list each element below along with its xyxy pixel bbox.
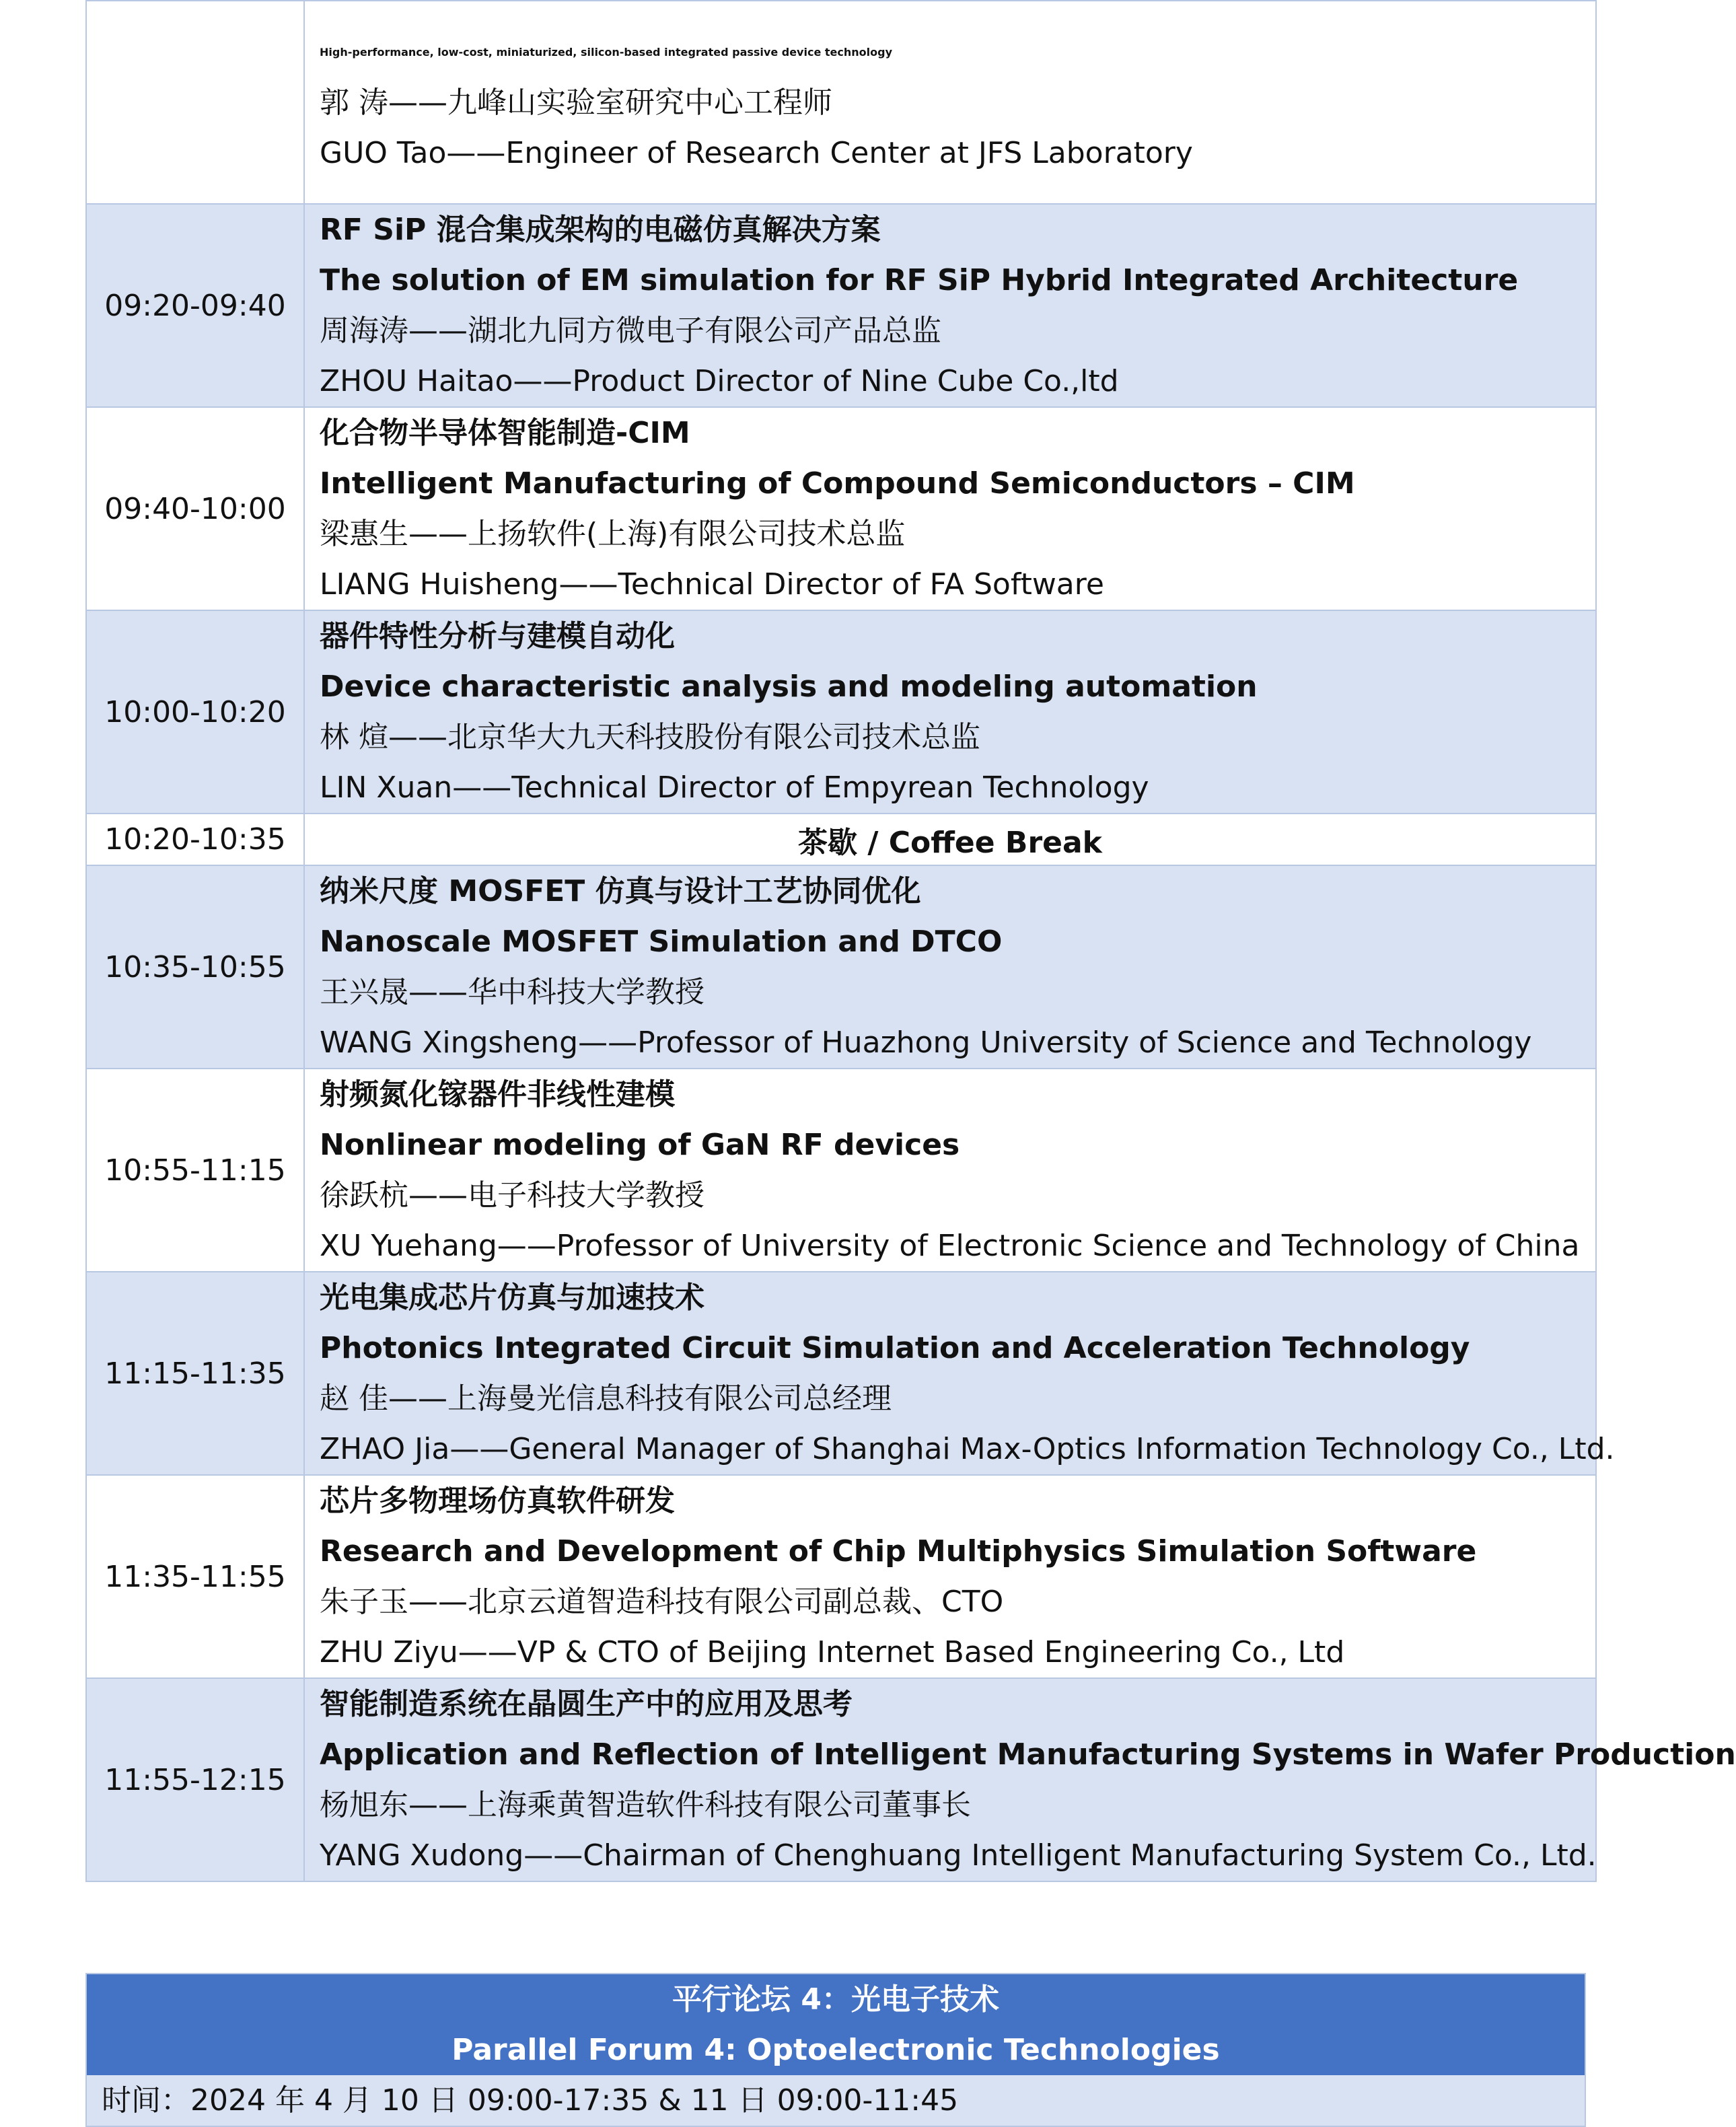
- session-time: 11:55-12:15: [86, 1678, 304, 1881]
- session-title-cn: 器件特性分析与建模自动化: [320, 619, 675, 653]
- session-time: 10:55-11:15: [86, 1069, 304, 1272]
- session-time: 11:15-11:35: [86, 1272, 304, 1475]
- speaker-cn: 朱子玉——北京云道智造科技有限公司副总裁、CTO: [320, 1585, 1004, 1619]
- table-row: [86, 1678, 1596, 1881]
- forum-title-en: Parallel Forum 4: Optoelectronic Technologies: [451, 2033, 1220, 2067]
- session-time: 11:35-11:55: [86, 1475, 304, 1678]
- forum-time: 时间：2024 年 4 月 10 日 09:00-17:35 & 11 日 09:00-11:45: [87, 2075, 1585, 2126]
- session-title-cn: 纳米尺度 MOSFET 仿真与设计工艺协同优化: [320, 874, 921, 908]
- session-time: 09:20-09:40: [86, 204, 304, 407]
- session-content: [304, 1, 1596, 204]
- table-row: [86, 204, 1596, 407]
- session-time: [86, 1, 304, 204]
- session-title-en: High-performance, low-cost, miniaturized, silicon-based integrated passive device technology: [320, 45, 892, 59]
- speaker-en: LIN Xuan——Technical Director of Empyrean Technology: [320, 770, 1149, 805]
- forum-title-block: [87, 1974, 1585, 2075]
- break-time: 10:20-10:35: [86, 814, 304, 865]
- table-row: [86, 1475, 1596, 1678]
- speaker-en: YANG Xudong——Chairman of Chenghuang Intelligent Manufacturing System Co., Ltd.: [320, 1838, 1597, 1873]
- speaker-en: GUO Tao——Engineer of Research Center at JFS Laboratory: [320, 135, 1193, 170]
- speaker-en: LIANG Huisheng——Technical Director of FA Software: [320, 567, 1104, 602]
- session-title-en: Application and Reflection of Intelligent Manufacturing Systems in Wafer Production: [320, 1737, 1736, 1772]
- speaker-en: ZHU Ziyu——VP & CTO of Beijing Internet Based Engineering Co., Ltd: [320, 1635, 1345, 1669]
- session-content: [304, 407, 1596, 610]
- table-row: [86, 407, 1596, 610]
- session-time: 10:35-10:55: [86, 865, 304, 1069]
- table-row: [86, 610, 1596, 814]
- session-content: [304, 204, 1596, 407]
- session-content: [304, 865, 1596, 1069]
- session-title-cn: 芯片多物理场仿真软件研发: [320, 1484, 675, 1518]
- parallel-forum-header: [85, 1973, 1586, 2127]
- session-title-en: Intelligent Manufacturing of Compound Semiconductors – CIM: [320, 466, 1355, 501]
- speaker-en: WANG Xingsheng——Professor of Huazhong University of Science and Technology: [320, 1025, 1532, 1060]
- session-title-en: Nanoscale MOSFET Simulation and DTCO: [320, 925, 1003, 959]
- speaker-en: XU Yuehang——Professor of University of Electronic Science and Technology of China: [320, 1229, 1580, 1263]
- session-title-cn: 光电集成芯片仿真与加速技术: [320, 1281, 704, 1315]
- coffee-break-row: [86, 814, 1596, 865]
- session-title-cn: 化合物半导体智能制造-CIM: [320, 416, 690, 450]
- session-title-cn: 射频氮化镓器件非线性建模: [320, 1077, 675, 1112]
- session-title-en: Nonlinear modeling of GaN RF devices: [320, 1128, 960, 1162]
- session-title-en: The solution of EM simulation for RF SiP Hybrid Integrated Architecture: [320, 263, 1519, 297]
- table-row: [86, 1069, 1596, 1272]
- session-content: [304, 1272, 1615, 1475]
- session-content: [304, 1475, 1596, 1678]
- session-title-en: Research and Development of Chip Multiphysics Simulation Software: [320, 1534, 1477, 1569]
- session-content: [304, 610, 1596, 814]
- agenda-table: [85, 0, 1736, 1882]
- speaker-cn: 周海涛——湖北九同方微电子有限公司产品总监: [320, 314, 941, 348]
- table-row: [86, 865, 1596, 1069]
- session-time: 09:40-10:00: [86, 407, 304, 610]
- speaker-en: ZHAO Jia——General Manager of Shanghai Max-Optics Information Technology Co., Ltd.: [320, 1432, 1615, 1466]
- speaker-cn: 郭 涛——九峰山实验室研究中心工程师: [320, 85, 832, 120]
- break-label: 茶歇 / Coffee Break: [304, 814, 1596, 865]
- speaker-cn: 王兴晟——华中科技大学教授: [320, 975, 704, 1009]
- speaker-cn: 徐跃杭——电子科技大学教授: [320, 1178, 704, 1213]
- speaker-en: ZHOU Haitao——Product Director of Nine Cube Co.,ltd: [320, 364, 1119, 398]
- table-row: [86, 1272, 1596, 1475]
- session-title-cn: RF SiP 混合集成架构的电磁仿真解决方案: [320, 213, 881, 247]
- speaker-cn: 梁惠生——上扬软件(上海)有限公司技术总监: [320, 517, 906, 551]
- speaker-cn: 杨旭东——上海乘黄智造软件科技有限公司董事长: [320, 1788, 971, 1822]
- session-time: 10:00-10:20: [86, 610, 304, 814]
- session-title-en: Device characteristic analysis and modeling automation: [320, 670, 1258, 704]
- table-row: [86, 1, 1596, 204]
- speaker-cn: 赵 佳——上海曼光信息科技有限公司总经理: [320, 1381, 892, 1416]
- speaker-cn: 林 煊——北京华大九天科技股份有限公司技术总监: [320, 720, 980, 754]
- session-content: [304, 1069, 1596, 1272]
- session-content: [304, 1678, 1736, 1881]
- session-title-en: Photonics Integrated Circuit Simulation and Acceleration Technology: [320, 1331, 1470, 1365]
- forum-title-cn: 平行论坛 4：光电子技术: [672, 1982, 999, 2017]
- session-title-cn: 智能制造系统在晶圆生产中的应用及思考: [320, 1687, 853, 1721]
